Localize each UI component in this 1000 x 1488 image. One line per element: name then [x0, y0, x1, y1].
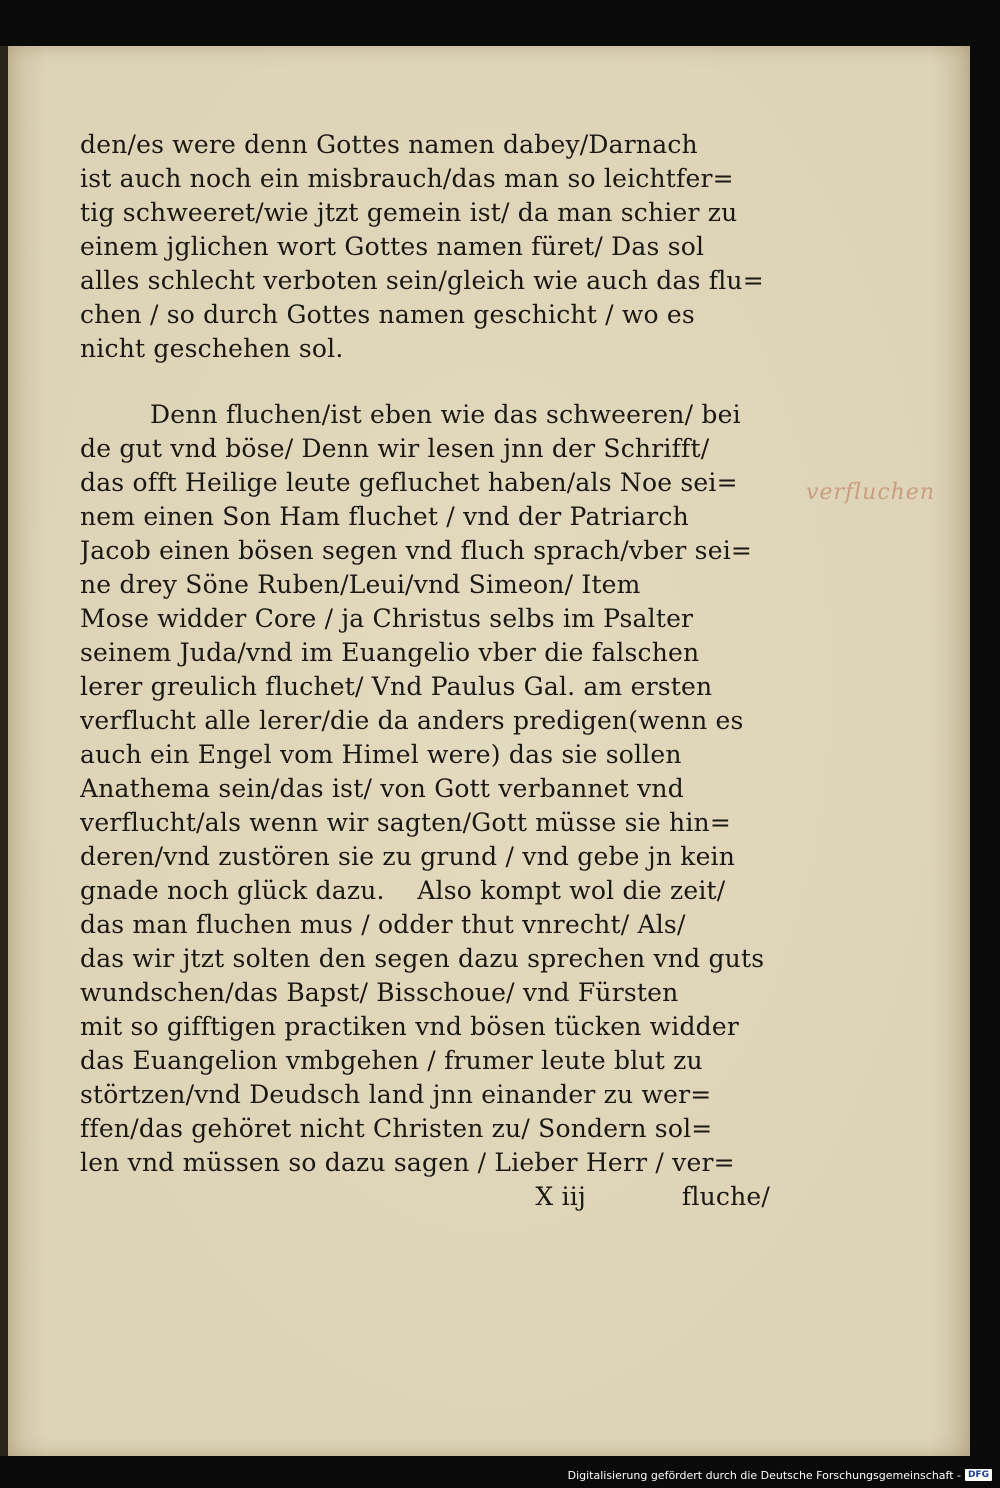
text-line: Denn fluchen/ist eben wie das schweeren/ bei — [150, 400, 741, 429]
page-text — [80, 128, 800, 1214]
text-line: ist auch noch ein misbrauch/das man so leichtfer= — [80, 164, 734, 193]
signature-mark: X iij — [535, 1182, 586, 1211]
text-line: einem jglichen wort Gottes namen füret/ Das sol — [80, 232, 705, 261]
text-line: ne drey Söne Ruben/Leui/vnd Simeon/ Item — [80, 570, 641, 599]
text-line: Anathema sein/das ist/ von Gott verbannet vnd — [80, 774, 684, 803]
text-line: alles schlecht verboten sein/gleich wie auch das flu= — [80, 266, 764, 295]
text-line: das wir jtzt solten den segen dazu sprechen vnd guts — [80, 944, 765, 973]
text-line: störtzen/vnd Deudsch land jnn einander zu wer= — [80, 1080, 712, 1109]
text-line: verflucht alle lerer/die da anders predigen(wenn es — [80, 706, 744, 735]
text-line: lerer greulich fluchet/ Vnd Paulus Gal. am ersten — [80, 672, 713, 701]
text-line: das man fluchen mus / odder thut vnrecht/ Als/ — [80, 910, 686, 939]
text-line: wundschen/das Bapst/ Bisschoue/ vnd Fürsten — [80, 978, 679, 1007]
credit-text: Digitalisierung gefördert durch die Deutsche Forschungsgemeinschaft - — [567, 1468, 961, 1482]
text-line: nicht geschehen sol. — [80, 334, 344, 363]
book-spine — [0, 46, 8, 1456]
text-line: tig schweeret/wie jtzt gemein ist/ da man schier zu — [80, 198, 738, 227]
text-line: das Euangelion vmbgehen / frumer leute blut zu — [80, 1046, 703, 1075]
text-line: de gut vnd böse/ Denn wir lesen jnn der Schrifft/ — [80, 434, 710, 463]
text-line: verflucht/als wenn wir sagten/Gott müsse sie hin= — [80, 808, 731, 837]
text-line: Jacob einen bösen segen vnd fluch sprach/vber sei= — [80, 536, 753, 565]
text-line: gnade noch glück dazu. Also kompt wol die zeit/ — [80, 876, 726, 905]
text-line: deren/vnd zustören sie zu grund / vnd gebe jn kein — [80, 842, 736, 871]
text-line: auch ein Engel vom Himel were) das sie sollen — [80, 740, 682, 769]
text-line: seinem Juda/vnd im Euangelio vber die falschen — [80, 638, 700, 667]
paragraph-gap — [80, 366, 800, 398]
catchword: fluche/ — [681, 1182, 770, 1211]
page-foot-marks — [80, 1180, 800, 1214]
text-line: mit so gifftigen practiken vnd bösen tücken widder — [80, 1012, 739, 1041]
margin-annotation: verfluchen — [806, 480, 935, 505]
text-line: len vnd müssen so dazu sagen / Lieber Herr / ver= — [80, 1148, 735, 1177]
text-line: nem einen Son Ham fluchet / vnd der Patriarch — [80, 502, 689, 531]
text-line: das offt Heilige leute gefluchet haben/als Noe sei= — [80, 468, 738, 497]
digitization-credit — [568, 1466, 992, 1484]
text-line: chen / so durch Gottes namen geschicht / wo es — [80, 300, 695, 329]
dfg-logo: DFG — [965, 1469, 992, 1481]
text-line: ffen/das gehöret nicht Christen zu/ Sondern sol= — [80, 1114, 713, 1143]
text-line: Mose widder Core / ja Christus selbs im Psalter — [80, 604, 694, 633]
text-line: den/es were denn Gottes namen dabey/Darnach — [80, 130, 698, 159]
